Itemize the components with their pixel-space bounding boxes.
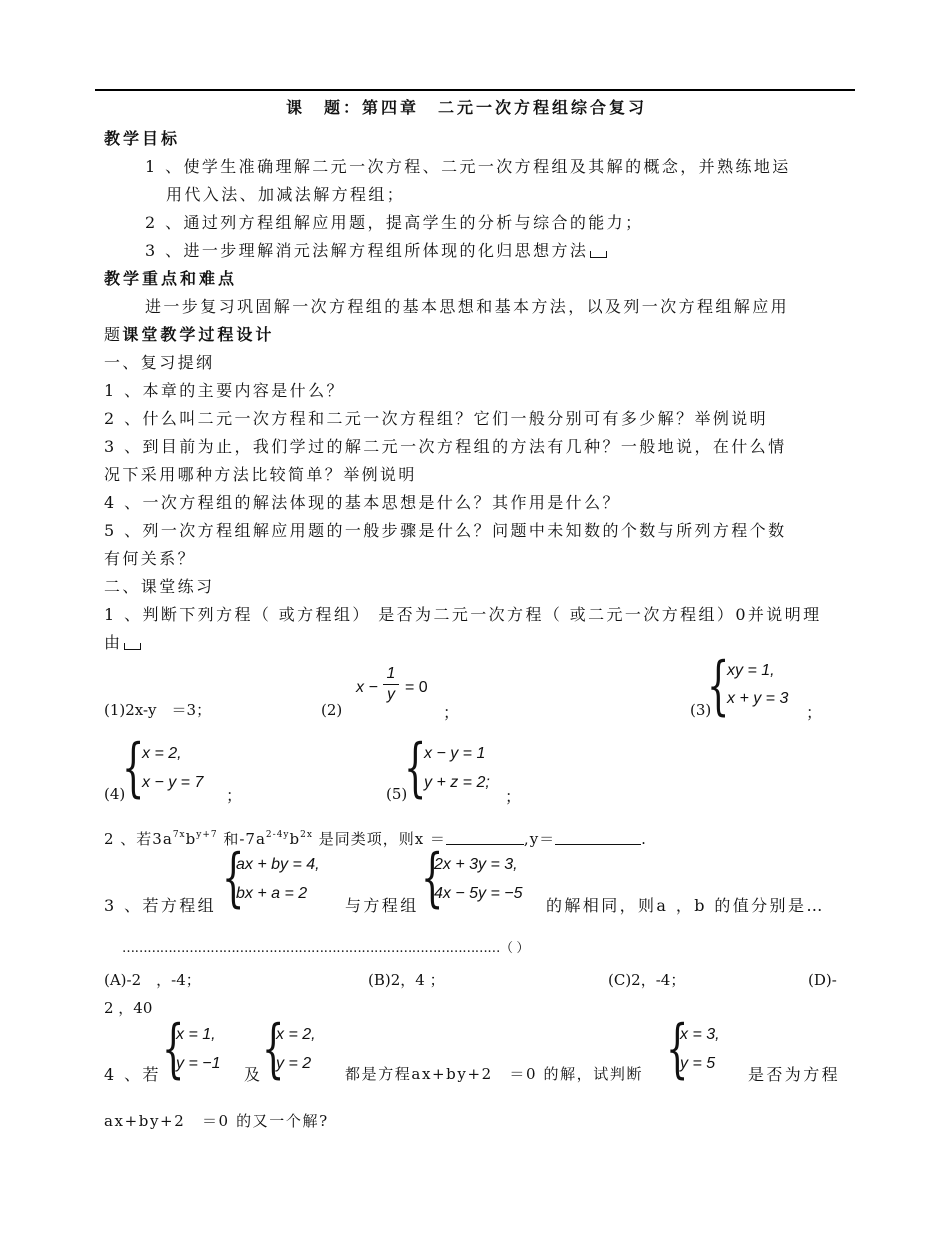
q3-system-1-eq-2: bx + a = 2 — [236, 885, 308, 902]
question-4-mid: 都是方程ax+by+2 ＝0 的解，试判断 — [345, 1065, 644, 1083]
question-4-suffix: 是否为方程 — [748, 1065, 841, 1084]
q1-item-5-tail: ； — [505, 787, 522, 806]
q4-system-1-eq-1: x = 1, — [176, 1026, 216, 1043]
q4-system-3-eq-2: y = 5 — [680, 1055, 716, 1072]
question-3-suffix: 的解相同，则a ，b 的值分别是… — [546, 896, 825, 915]
cursor-mark — [124, 643, 141, 650]
question-1-line-2: 由 — [104, 635, 141, 651]
q1-item-3-tail: ； — [806, 703, 823, 722]
option-d-cont: 2 ，40 — [104, 999, 153, 1017]
q1-item-5-eq-2: y + z = 2; — [424, 774, 490, 791]
objectives-heading: 教学目标 — [104, 129, 181, 148]
objective-item-2: 2 、通过列方程组解应用题，提高学生的分析与综合的能力； — [145, 213, 644, 232]
left-brace-icon: { — [404, 731, 427, 805]
practice-heading: 二、课堂练习 — [104, 577, 215, 596]
fraction-denominator: y — [387, 686, 395, 703]
review-heading: 一、复习提纲 — [104, 353, 215, 372]
answer-blank-y — [555, 834, 641, 845]
q4-system-2-eq-1: x = 2, — [276, 1026, 316, 1043]
q3-system-2-eq-2: 4x − 5y = −5 — [434, 885, 523, 902]
q1-item-3-label: (3) — [690, 701, 712, 719]
q1-item-4-tail: ； — [226, 786, 243, 805]
q1-item-2-expr-left: x − — [356, 679, 378, 696]
question-4-and: 及 — [244, 1065, 263, 1084]
q4-system-1-eq-2: y = −1 — [176, 1055, 221, 1072]
q1-item-1: (1)2x-y ＝3； — [104, 701, 212, 719]
review-line-5-cont: 有何关系？ — [104, 549, 197, 568]
question-4-line-2: ax+by+2 ＝0 的又一个解? — [104, 1112, 329, 1130]
question-3-prefix: 3 、若方程组 — [104, 896, 217, 915]
option-c: (C)2，-4； — [608, 971, 686, 989]
review-line-3: 3 、到目前为止，我们学过的解二元一次方程组的方法有几种？一般地说，在什么情 — [104, 437, 787, 456]
left-brace-icon: { — [122, 731, 145, 805]
q4-system-2-eq-2: y = 2 — [276, 1055, 312, 1072]
question-3-mid: 与方程组 — [345, 896, 419, 915]
q1-item-4-eq-2: x − y = 7 — [142, 774, 204, 791]
objective-item-1-cont: 用代入法、加减法解方程组； — [166, 185, 406, 204]
review-line-2: 2 、什么叫二元一次方程和二元一次方程组？它们一般分别可有多少解？举例说明 — [104, 409, 769, 428]
q1-item-4-label: (4) — [104, 785, 126, 803]
q1-item-2-fraction — [383, 665, 399, 704]
question-2: 2 、若$3a^{7x}b^{y+7}$ 和$-7a^{2-4y}b^{2x}$ 是同类项，则x ＝ ,y＝ . — [104, 830, 647, 848]
left-brace-icon: { — [262, 1012, 285, 1086]
q1-item-2-tail: ； — [443, 703, 460, 722]
q1-item-3-eq-1: xy = 1, — [727, 662, 775, 679]
key-points-heading: 教学重点和难点 — [104, 269, 238, 288]
left-brace-icon: { — [707, 649, 730, 723]
q1-item-4-eq-1: x = 2, — [142, 745, 182, 762]
review-line-1: 1 、本章的主要内容是什么？ — [104, 381, 345, 400]
review-line-5: 5 、列一次方程组解应用题的一般步骤是什么？问题中未知数的个数与所列方程个数 — [104, 521, 787, 540]
left-brace-icon: { — [162, 1012, 185, 1086]
review-line-4: 4 、一次方程组的解法体现的基本思想是什么？其作用是什么？ — [104, 493, 621, 512]
fraction-bar — [383, 684, 399, 685]
q1-item-3-eq-2: x + y = 3 — [727, 690, 789, 707]
left-brace-icon: { — [666, 1012, 689, 1086]
left-brace-icon: { — [421, 841, 444, 915]
review-line-3-cont: 况下采用哪种方法比较简单？举例说明 — [104, 465, 417, 484]
q1-item-2-label: (2) — [321, 701, 343, 719]
question-4-prefix: 4 、若 — [104, 1065, 161, 1084]
key-points-line-2: 题课堂教学过程设计 — [104, 325, 275, 344]
answer-blank-x — [446, 834, 524, 845]
q3-system-1-eq-1: ax + by = 4, — [236, 856, 320, 873]
objective-item-1: 1 、使学生准确理解二元一次方程、二元一次方程组及其解的概念，并熟练地运 — [145, 157, 791, 176]
q1-item-5-label: (5) — [386, 785, 408, 803]
page-title: 课 题：第四章 二元一次方程组综合复习 — [286, 98, 648, 117]
cursor-mark — [590, 251, 607, 258]
question-1-line-1: 1 、判断下列方程（ 或方程组） 是否为二元一次方程（ 或二元一次方程组）0并说明理 — [104, 605, 822, 624]
question-3-dots: ………………………………………………………………………………（ ） — [122, 941, 529, 956]
process-heading: 课堂教学过程设计 — [122, 325, 275, 344]
key-points-line-1: 进一步复习巩固解一次方程组的基本思想和基本方法，以及列一次方程组解应用 — [145, 297, 790, 316]
fraction-numerator: 1 — [386, 665, 396, 682]
q4-system-3-eq-1: x = 3, — [680, 1026, 720, 1043]
objective-item-3: 3 、进一步理解消元法解方程组所体现的化归思想方法 — [145, 243, 607, 259]
q1-item-5-eq-1: x − y = 1 — [424, 745, 486, 762]
q1-item-2-expr-right: = 0 — [405, 679, 428, 696]
option-b: (B)2，4 ； — [368, 971, 445, 989]
header-rule — [95, 89, 855, 91]
left-brace-icon: { — [222, 841, 245, 915]
q3-system-2-eq-1: 2x + 3y = 3, — [434, 856, 518, 873]
option-d: (D)- — [808, 971, 837, 989]
option-a: (A)-2 ，-4； — [104, 971, 201, 989]
